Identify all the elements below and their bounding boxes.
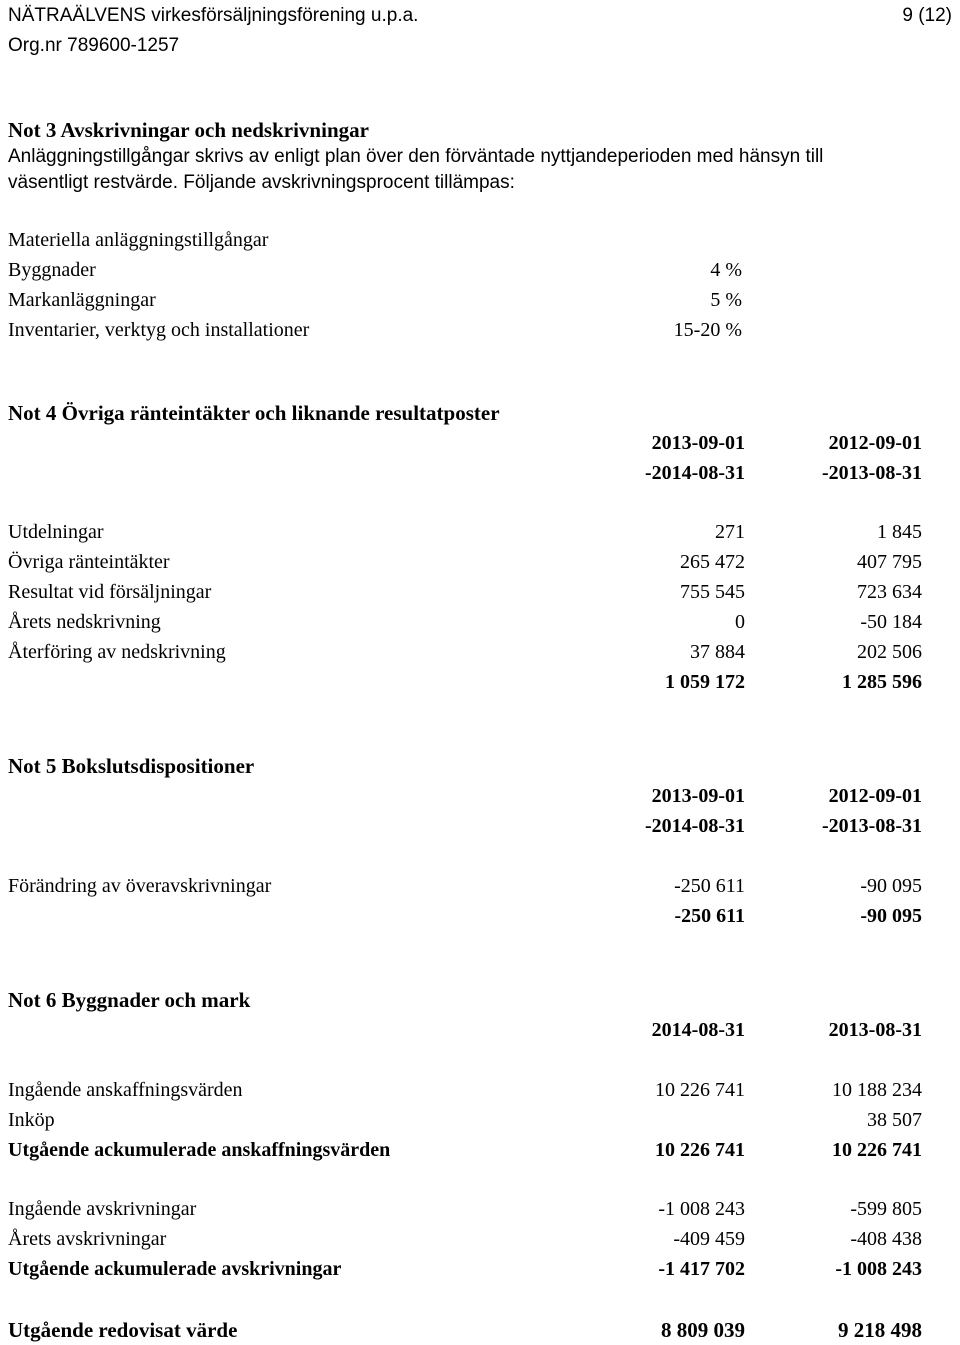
note3-row-label: Byggnader [8, 259, 96, 281]
note4-row-v2: -50 184 [860, 611, 922, 633]
note4-row-v1: 755 545 [680, 581, 745, 603]
note4-col1-header: -2014-08-31 [645, 462, 745, 484]
note6-col1-header: 2014-08-31 [651, 1019, 745, 1041]
note4-row-v2: 1 845 [877, 521, 922, 543]
note6-row-v2: -1 008 243 [835, 1258, 922, 1280]
note3-text-line2: väsentligt restvärde. Följande avskrivningsprocent tillämpas: [8, 172, 515, 193]
note5-col1-header: -2014-08-31 [645, 815, 745, 837]
note3-row-label: Inventarier, verktyg och installationer [8, 319, 310, 341]
note6-row-v2: 10 226 741 [832, 1139, 922, 1161]
note4-title: Not 4 Övriga ränteintäkter och liknande resultatposter [8, 401, 500, 425]
note3-row-label: Markanläggningar [8, 289, 156, 311]
note6-final-v1: 8 809 039 [661, 1318, 745, 1342]
note4-row-v1: 265 472 [680, 551, 745, 573]
note6-final-label: Utgående redovisat värde [8, 1318, 238, 1342]
note6-title: Not 6 Byggnader och mark [8, 988, 251, 1012]
note6-final-v2: 9 218 498 [838, 1318, 922, 1342]
note5-col2-header: 2012-09-01 [828, 785, 922, 807]
page-number: 9 (12) [902, 5, 952, 26]
note5-col2-header: -2013-08-31 [822, 815, 922, 837]
note5-col1-header: 2013-09-01 [651, 785, 745, 807]
note5-total-v2: -90 095 [860, 905, 922, 927]
note5-row-v1: -250 611 [674, 875, 745, 897]
note6-row-label: Ingående avskrivningar [8, 1198, 197, 1220]
note4-row-label: Årets nedskrivning [8, 611, 161, 633]
note6-row-v2: 38 507 [867, 1109, 922, 1131]
note6-row-v1: -1 417 702 [658, 1258, 745, 1280]
note6-row-label: Ingående anskaffningsvärden [8, 1079, 243, 1101]
note4-row-label: Utdelningar [8, 521, 104, 543]
note6-row-v1: -409 459 [673, 1228, 745, 1250]
org-name: NÄTRAÄLVENS virkesförsäljningsförening u.p.a. [8, 5, 419, 26]
note5-row-label: Förändring av överavskrivningar [8, 875, 272, 897]
note6-row-label: Utgående ackumulerade anskaffningsvärden [8, 1139, 391, 1161]
note6-row-v2: -408 438 [850, 1228, 922, 1250]
note4-total-v1: 1 059 172 [665, 671, 745, 693]
note6-col2-header: 2013-08-31 [828, 1019, 922, 1041]
note3-title: Not 3 Avskrivningar och nedskrivningar [8, 118, 369, 142]
note4-col2-header: -2013-08-31 [822, 462, 922, 484]
note4-row-label: Resultat vid försäljningar [8, 581, 212, 603]
note5-row-v2: -90 095 [860, 875, 922, 897]
note6-row-v1: 10 226 741 [655, 1139, 745, 1161]
note4-col2-header: 2012-09-01 [828, 432, 922, 454]
note3-row-value: 4 % [710, 259, 742, 281]
note6-row-v2: -599 805 [850, 1198, 922, 1220]
note4-row-v2: 723 634 [857, 581, 922, 603]
note6-row-v2: 10 188 234 [832, 1079, 922, 1101]
note4-row-v2: 202 506 [857, 641, 922, 663]
note5-total-v1: -250 611 [674, 905, 745, 927]
note4-total-v2: 1 285 596 [842, 671, 922, 693]
note3-subheading: Materiella anläggningstillgångar [8, 229, 269, 251]
org-number: Org.nr 789600-1257 [8, 35, 180, 56]
note6-row-v1: -1 008 243 [658, 1198, 745, 1220]
note3-row-value: 15-20 % [673, 319, 742, 341]
note6-row-label: Årets avskrivningar [8, 1228, 167, 1250]
note4-row-v2: 407 795 [857, 551, 922, 573]
note6-row-v1: 10 226 741 [655, 1079, 745, 1101]
note4-col1-header: 2013-09-01 [651, 432, 745, 454]
note4-row-v1: 271 [715, 521, 745, 543]
note3-row-value: 5 % [710, 289, 742, 311]
note5-title: Not 5 Bokslutsdispositioner [8, 754, 255, 778]
note4-row-label: Övriga ränteintäkter [8, 551, 170, 573]
note4-row-label: Återföring av nedskrivning [8, 641, 226, 663]
note4-row-v1: 0 [735, 611, 745, 633]
note6-row-label: Utgående ackumulerade avskrivningar [8, 1258, 342, 1280]
note4-row-v1: 37 884 [690, 641, 745, 663]
note3-text-line1: Anläggningstillgångar skrivs av enligt plan över den förväntade nyttjandeperioden med hänsyn till [8, 146, 824, 167]
note6-row-label: Inköp [8, 1109, 55, 1131]
